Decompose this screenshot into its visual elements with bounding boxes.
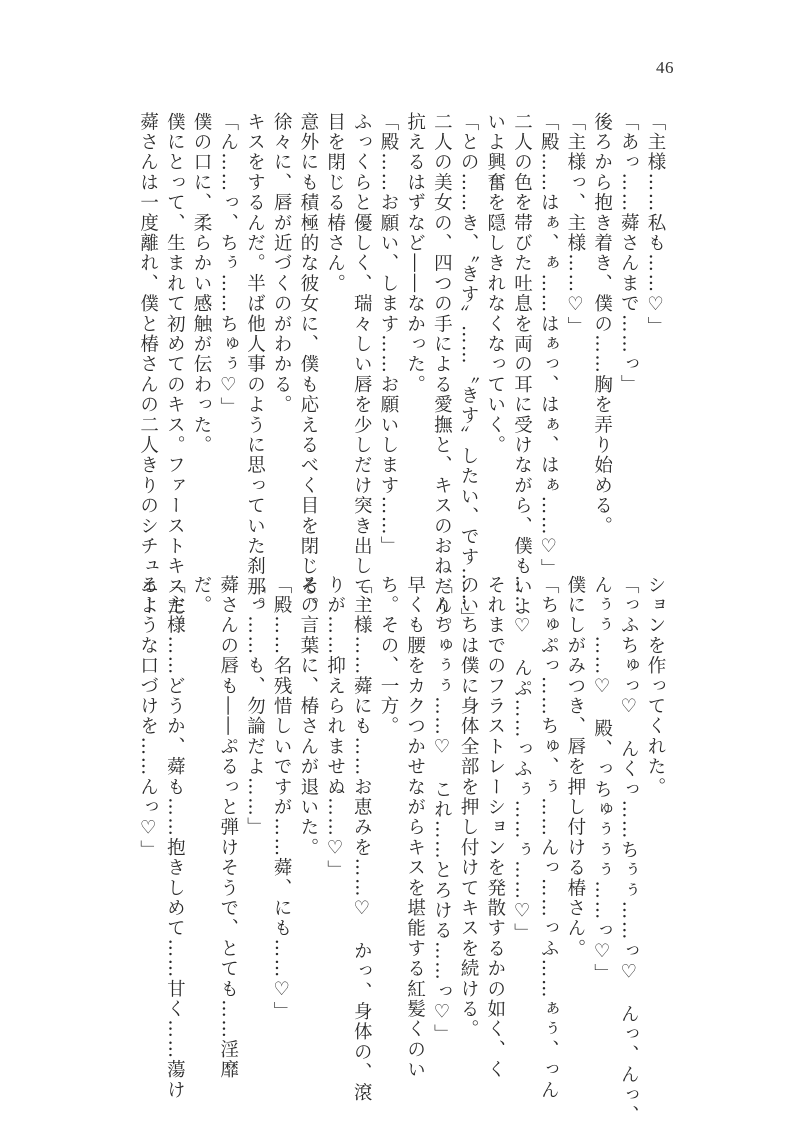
text-column: 目を閉じる椿さん。	[324, 112, 346, 294]
text-column: 「主様……私も……♡」	[645, 112, 666, 337]
text-column: んぅぅ……♡ 殿、っちゅぅぅぅ……っ♡」	[591, 575, 613, 984]
text-column: それまでのフラストレーションを発散するかの如く、く	[484, 575, 506, 1080]
text-column: 後ろから抱き着き、僕の……胸を弄り始める。	[591, 112, 613, 537]
text-column: ち。その、一方。	[377, 575, 399, 737]
text-column: ションを作ってくれた。	[645, 575, 666, 798]
text-column: 「主様っ、主様……♡」	[564, 112, 586, 337]
text-column: 意外にも積極的な彼女に、僕も応えるべく目を閉じる。	[297, 112, 319, 617]
text-column: だ。	[191, 575, 213, 616]
text-column: 「殿……お願い、します……お願いします……」	[377, 112, 399, 557]
text-column: 徐々に、唇が近づくのがわかる。	[271, 112, 293, 415]
text-column: 「主様……蕣にも……お恵みを……♡ かっ、身体の、滾	[351, 575, 373, 1103]
text-column: 蕣さんは一度離れ、僕と椿さんの二人きりのシチュエー	[137, 112, 159, 617]
text-column: 蕣さんの唇も――ぷるっと弾けそうで、とても……淫靡	[217, 575, 239, 1080]
text-column: りが……抑えられませぬ……♡」	[324, 575, 346, 881]
text-column: 二人の色を帯びた吐息を両の耳に受けながら、僕もいよ	[511, 112, 533, 617]
text-column: 「ん……っ、ちぅ……ちゅぅ♡」	[217, 112, 239, 418]
page-number: 46	[656, 58, 674, 77]
text-column: のいちは僕に身体全部を押し付けてキスを続ける。	[458, 575, 480, 1040]
text-column: ふっくらと優しく、瑞々しい唇を少しだけ突き出して、	[351, 112, 373, 617]
text-column: 早くも腰をカクつかせながらキスを堪能する紅髪くのい	[404, 575, 426, 1080]
text-block-top	[134, 112, 668, 638]
text-column: 「んちゅぅぅ……♡ これ……とろける……っ♡」	[431, 575, 453, 1045]
text-column: キスをするんだ。半ば他人事のように思っていた刹那。	[244, 112, 266, 617]
text-column: るような口づけを……んっ♡」	[137, 575, 159, 861]
text-column: いよ興奮を隠しきれなくなっていく。	[484, 112, 506, 456]
text-column: 「殿……はぁ、ぁ……はぁっ、はぁ、はぁ……♡」	[538, 112, 560, 580]
text-column: 僕の口に、柔らかい感触が伝わった。	[191, 112, 213, 456]
text-column: ……♡ んぷ……っふぅ……ぅ……♡」	[511, 575, 533, 944]
text-column: 抗えるはずなど――なかった。	[404, 112, 426, 395]
text-column: 僕にしがみつき、唇を押し付ける椿さん。	[564, 575, 586, 959]
text-column: 二人の美女の、四つの手による愛撫と、キスのおねだり。	[431, 112, 453, 638]
text-column: 「ちゅぷっ……ちゅ、ぅ……んっ……っふ……ぁぅ、っん	[538, 575, 560, 1101]
text-column: 「あっ……蕣さんまで……っ」	[618, 112, 640, 395]
text-column: 「主様……どうか、蕣も……抱きしめて……甘く……蕩け	[164, 575, 186, 1101]
text-block-bottom	[134, 575, 668, 1126]
text-column: 「っ……も、勿論だよ……」	[244, 575, 266, 838]
text-column: 僕にとって、生まれて初めてのキス。ファーストキスだ。	[164, 112, 186, 638]
text-column: 「との……き、〝きす〟……〝きす〟したい、です……」	[458, 112, 480, 628]
text-column: 「殿……名残惜しいですが……蕣、にも……♡」	[271, 575, 293, 1022]
text-column: 「っふちゅっ♡ んくっ……ちぅぅ……っ♡ んっ、んっ、	[618, 575, 640, 1126]
text-column: その言葉に、椿さんが退いた。	[297, 575, 319, 858]
